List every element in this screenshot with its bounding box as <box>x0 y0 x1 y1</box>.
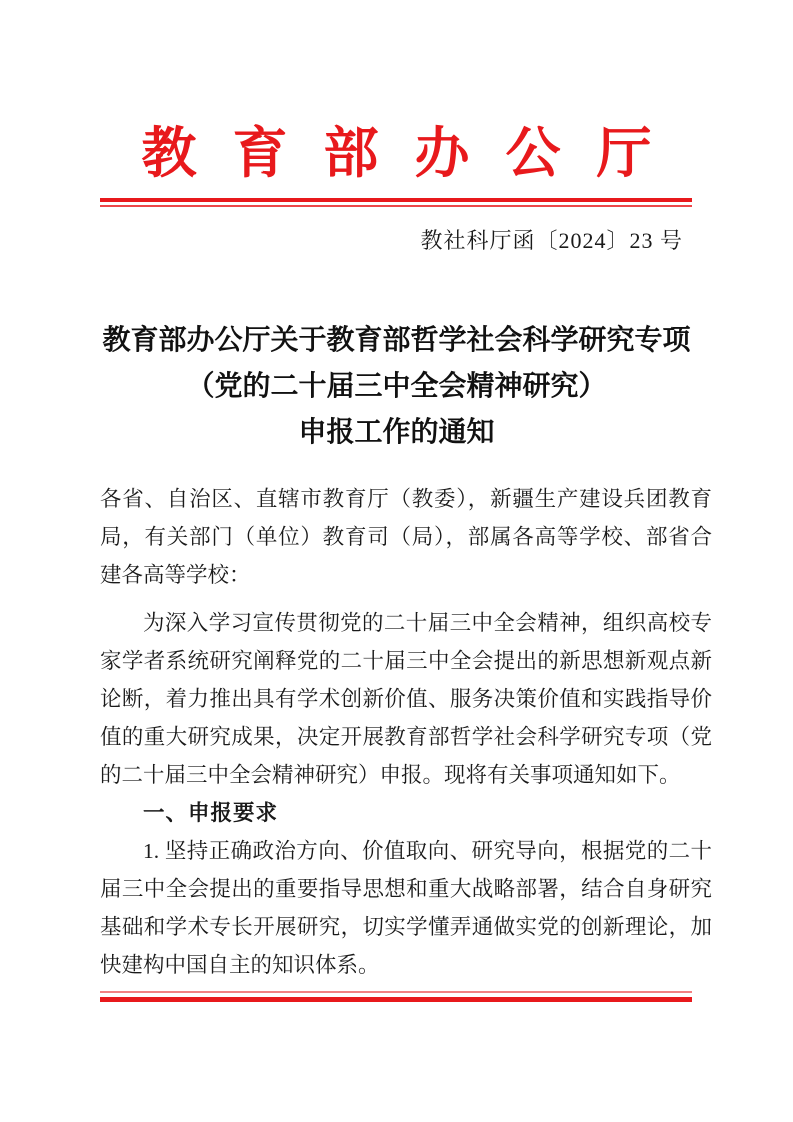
letterhead-divider-thin-line <box>100 205 692 207</box>
document-title-line-1: 教育部办公厅关于教育部哲学社会科学研究专项 <box>102 325 691 356</box>
agency-letterhead-title: 教育部办公厅 <box>141 123 688 184</box>
document-title-line-2: （党的二十届三中全会精神研究） <box>186 371 607 402</box>
footer-divider <box>100 991 692 1002</box>
intro-paragraph: 为深入学习宣传贯彻党的二十届三中全会精神，组织高校专家学者系统研究阐释党的二十届三中全会提出的新思想新观点新论断，着力推出具有学术创新价值、服务决策价值和实践指导价值的重大研究成果，决定开展教育部哲学社会科学研究专项（党的二十届三中全会精神研究）申报。现将有关事项通知如下。 <box>100 611 712 787</box>
section-1-heading: 一、申报要求 <box>143 801 279 825</box>
footer-divider-thick-line <box>100 997 692 1002</box>
letterhead-divider <box>100 198 692 207</box>
letterhead-divider-thick-line <box>100 198 692 202</box>
section-1-item-1: 1. 坚持正确政治方向、价值取向、研究导向，根据党的二十届三中全会提出的重要指导思想和重大战略部署，结合自身研究基础和学术专长开展研究，切实学懂弄通做实党的创新理论，加快建构中国自主的知识体系。 <box>100 839 712 977</box>
document-title <box>90 318 703 456</box>
salutation: 各省、自治区、直辖市教育厅（教委），新疆生产建设兵团教育局，有关部门（单位）教育司（局），部属各高等学校、部省合建各高等学校： <box>100 487 712 587</box>
document-reference-number: 教社科厅函〔2024〕23 号 <box>420 228 683 253</box>
document-title-line-3: 申报工作的通知 <box>298 417 495 448</box>
footer-divider-thin-line <box>100 991 692 993</box>
document-body <box>100 480 712 984</box>
